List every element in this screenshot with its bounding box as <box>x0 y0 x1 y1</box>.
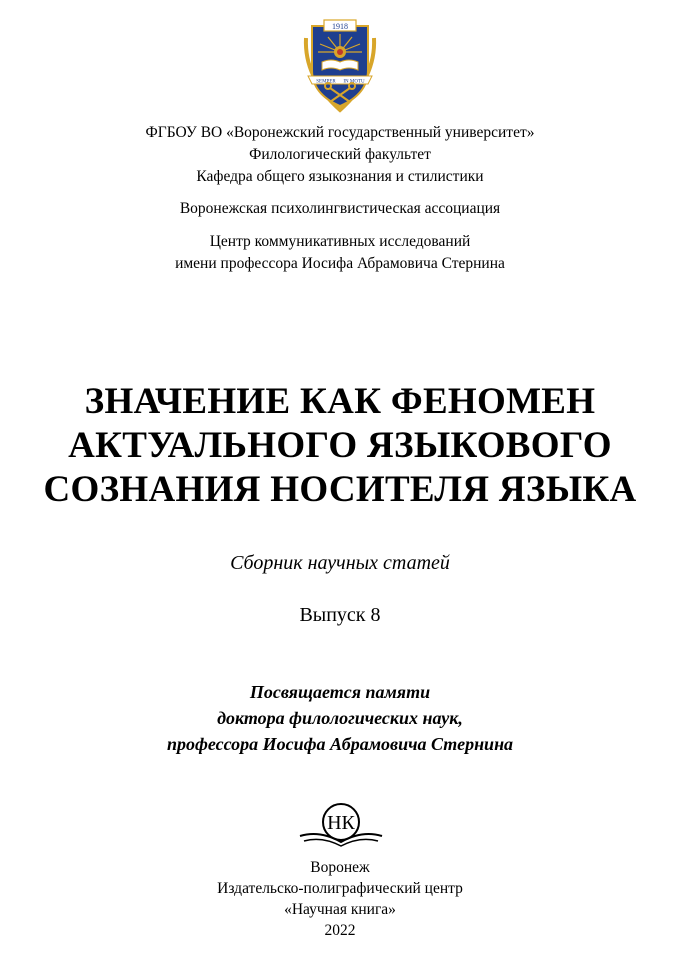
title-line1: ЗНАЧЕНИЕ КАК ФЕНОМЕН <box>84 381 596 422</box>
title-line3: СОЗНАНИЯ НОСИТЕЛЯ ЯЗЫКА <box>43 469 637 510</box>
publisher-imprint: «Научная книга» <box>284 901 396 918</box>
dedication-line3: профессора Иосифа Абрамовича Стернина <box>166 734 514 754</box>
subtitle: Сборник научных статей <box>230 552 450 574</box>
org-center-line2: имени профессора Иосифа Абрамовича Стернина <box>175 255 505 272</box>
crest-motto-left: SEMPER <box>316 79 336 85</box>
dedication-line2: доктора филологических наук, <box>217 708 463 728</box>
org-faculty: Филологический факультет <box>249 146 431 163</box>
nk-logo-text: НК <box>327 812 355 834</box>
university-crest-icon <box>300 18 380 114</box>
org-association: Воронежская психолингвистическая ассоциация <box>179 200 501 217</box>
dedication-line1: Посвящается памяти <box>249 682 431 702</box>
publisher-nk-logo-icon <box>296 796 386 854</box>
title-line2: АКТУАЛЬНОГО ЯЗЫКОВОГО <box>68 425 612 466</box>
publication-year: 2022 <box>324 922 356 939</box>
crest-year: 1918 <box>332 22 348 31</box>
org-center-line1: Центр коммуникативных исследований <box>209 233 471 250</box>
org-university: ФГБОУ ВО «Воронежский государственный университет» <box>145 124 535 141</box>
publisher-name: Издательско-полиграфический центр <box>217 880 463 897</box>
crest-motto-right: IN MOTU <box>343 79 365 85</box>
org-department: Кафедра общего языкознания и стилистики <box>196 168 484 185</box>
publisher-city: Воронеж <box>310 859 370 876</box>
issue-number: Выпуск 8 <box>299 604 381 626</box>
